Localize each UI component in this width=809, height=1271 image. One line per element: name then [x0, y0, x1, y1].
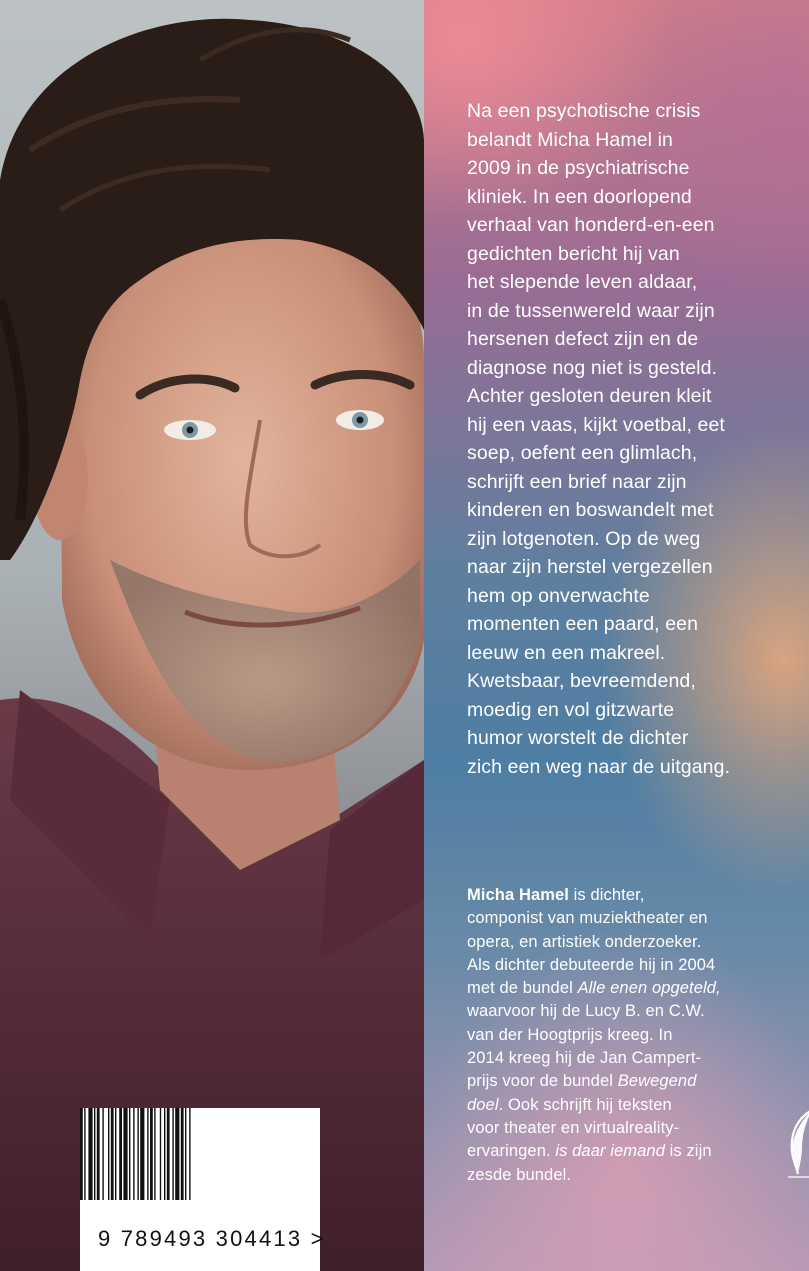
barcode-bar	[154, 1108, 155, 1200]
barcode-bar	[94, 1108, 95, 1200]
blurb-line: zijn lotgenoten. Op de weg	[467, 527, 701, 550]
book-title: doel	[467, 1095, 499, 1114]
isbn-number: 9 789493 304413 >	[98, 1226, 326, 1251]
blurb-line: humor worstelt de dichter	[467, 727, 689, 749]
barcode-bar	[115, 1108, 116, 1200]
barcode-bar	[80, 1108, 83, 1200]
bio-line: Micha Hamel is dichter,	[467, 886, 645, 904]
blurb-line: zich een weg naar de uitgang.	[467, 755, 731, 778]
barcode-bar	[111, 1108, 114, 1200]
barcode-bar	[102, 1108, 103, 1200]
bio-line: Als dichter debuteerde hij in 2004	[467, 955, 716, 974]
blurb-line: gedichten bericht hij van	[467, 242, 680, 265]
book-title: Alle enen opgeteld,	[577, 979, 721, 998]
barcode-bar	[84, 1108, 85, 1200]
bio-line: prijs voor de bundel Bewegend	[467, 1072, 697, 1091]
blurb-line: in de tussenwereld waar zijn	[467, 299, 715, 322]
barcode-bar	[160, 1108, 161, 1200]
book-blurb	[467, 97, 797, 781]
barcode-bar	[147, 1108, 148, 1200]
barcode-bar	[140, 1108, 144, 1200]
bio-line: doel. Ook schrijft hij teksten	[467, 1095, 672, 1114]
blurb-line: moedig en vol gitzwarte	[467, 698, 675, 721]
blurb-line: kliniek. In een doorlopend	[467, 185, 692, 208]
barcode-bar	[133, 1108, 134, 1200]
barcode-bar	[167, 1108, 170, 1200]
blurb-line: Kwetsbaar, bevreemdend,	[467, 670, 696, 692]
feather-quill-icon	[784, 1108, 809, 1180]
author-name: Micha Hamel	[467, 886, 569, 904]
book-title: Bewegend	[617, 1072, 697, 1091]
barcode-bar	[119, 1108, 122, 1200]
blurb-line: hem op onverwachte	[467, 584, 650, 607]
barcode-bar	[181, 1108, 184, 1200]
blurb-line: hij een vaas, kijkt voetbal, eet	[467, 413, 725, 436]
blurb-line: kinderen en boswandelt met	[467, 499, 714, 521]
blurb-line: Achter gesloten deuren kleit	[467, 385, 712, 407]
bio-line: met de bundel Alle enen opgeteld,	[467, 979, 721, 998]
blurb-line: hersenen defect zijn en de	[467, 328, 699, 350]
blurb-line: schrijft een brief naar zijn	[467, 470, 687, 493]
barcode-bar	[150, 1108, 153, 1200]
bio-line: ervaringen. is daar iemand is zijn	[467, 1142, 712, 1161]
blurb-line: diagnose nog niet is gesteld.	[467, 356, 718, 379]
barcode-bar	[185, 1108, 186, 1200]
barcode-bar	[108, 1108, 109, 1200]
bio-line: opera, en artistiek onderzoeker.	[467, 932, 702, 951]
blurb-line: leeuw en een makreel.	[467, 641, 666, 664]
blurb-line: momenten een paard, een	[467, 613, 699, 635]
barcode-bar	[172, 1108, 173, 1200]
blurb-line: Na een psychotische crisis	[467, 100, 701, 122]
barcode-bar	[129, 1108, 130, 1200]
book-title: is daar iemand	[555, 1142, 665, 1161]
barcode-bar	[164, 1108, 165, 1200]
blurb-line: verhaal van honderd-en-een	[467, 214, 715, 236]
bio-line: componist van muziektheater en	[467, 909, 708, 928]
bio-line: 2014 kreeg hij de Jan Campert-	[467, 1049, 702, 1068]
barcode-bar	[175, 1108, 179, 1200]
blurb-line: soep, oefent een glimlach,	[467, 442, 698, 464]
author-bio	[467, 884, 797, 1187]
barcode-bar	[189, 1108, 190, 1200]
bio-line: van der Hoogtprijs kreeg. In	[467, 1025, 673, 1044]
barcode-bar	[88, 1108, 92, 1200]
barcode-bar	[123, 1108, 127, 1200]
bio-line: voor theater en virtualreality-	[467, 1118, 680, 1137]
barcode-bar	[137, 1108, 138, 1200]
back-cover-text-panel	[424, 0, 809, 1271]
bio-line: zesde bundel.	[467, 1165, 572, 1184]
barcode-bar	[97, 1108, 100, 1200]
blurb-line: belandt Micha Hamel in	[467, 128, 673, 151]
barcode-label	[80, 1108, 326, 1271]
blurb-line: naar zijn herstel vergezellen	[467, 556, 713, 578]
blurb-line: 2009 in de psychiatrische	[467, 157, 690, 179]
blurb-line: het slepende leven aldaar,	[467, 271, 698, 293]
barcode-bars	[80, 1108, 260, 1200]
bio-line: waarvoor hij de Lucy B. en C.W.	[467, 1002, 705, 1021]
